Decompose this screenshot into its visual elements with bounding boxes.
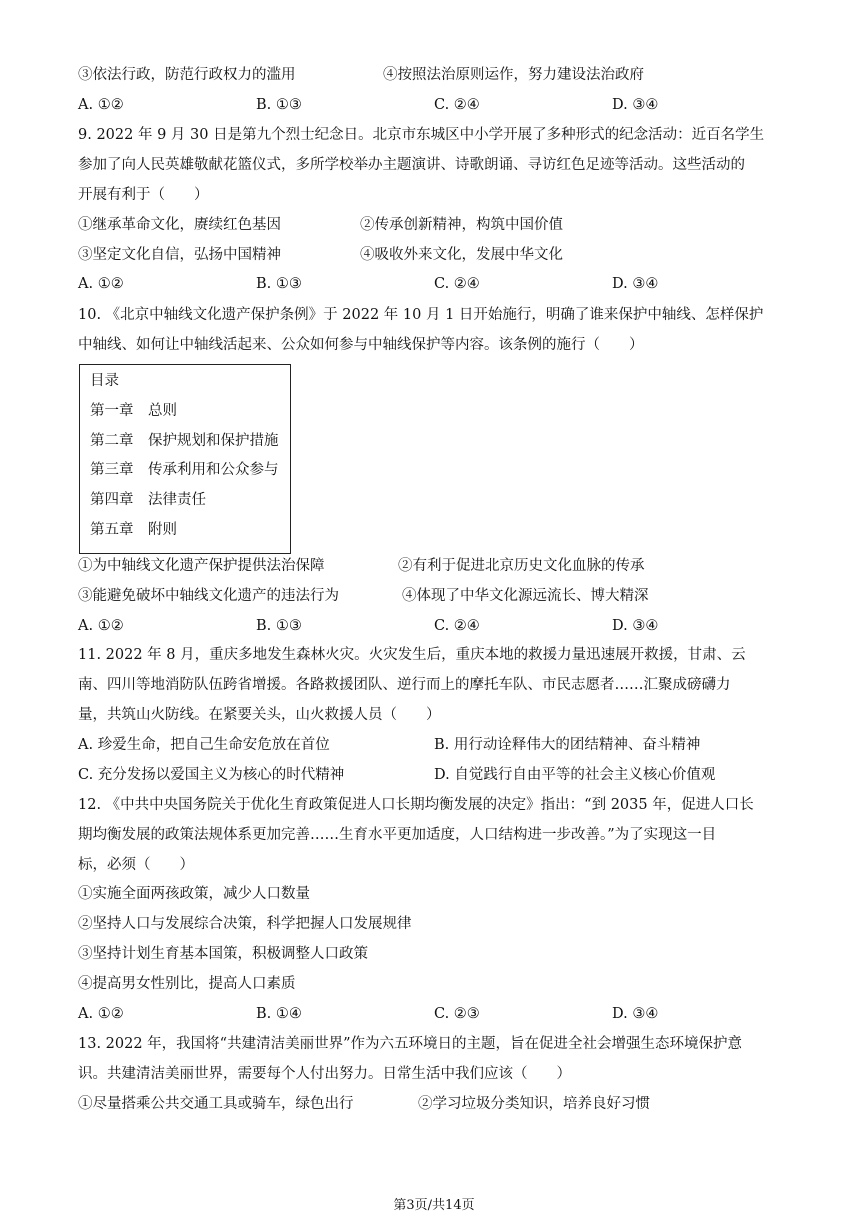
q9-stem-line-1: 9. 2022 年 9 月 30 日是第九个烈士纪念日。北京市东城区中小学开展了多种形式的纪念活动：近百名学生: [78, 127, 765, 143]
q10-options: [78, 615, 778, 637]
q10-stem-line-1: 10. 《北京中轴线文化遗产保护条例》于 2022 年 10 月 1 日开始施行，明确了谁来保护中轴线、怎样保护: [78, 307, 764, 323]
q12-option-a: A. ①②: [78, 1006, 124, 1022]
q8-stmt-3: ③依法行政，防范行政权力的滥用: [78, 67, 296, 83]
q12-option-b: B. ①④: [256, 1006, 302, 1022]
toc-chapter-5: 第五章 附则: [90, 522, 177, 538]
q8-option-b: B. ①③: [256, 97, 302, 113]
toc-title: 目录: [90, 373, 119, 389]
q11-option-c: C. 充分发扬以爱国主义为核心的时代精神: [78, 767, 345, 783]
q10-stmt-4: ④体现了中华文化源远流长、博大精深: [402, 588, 649, 604]
q9-stmt-4: ④吸收外来文化，发展中华文化: [360, 247, 563, 263]
q12-stmt-4: ④提高男女性别比，提高人口素质: [78, 976, 296, 992]
q11-stem-line-1: 11. 2022 年 8 月，重庆多地发生森林火灾。火灾发生后，重庆本地的救援力量迅速展开救援，甘肃、云: [78, 647, 746, 663]
q11-option-a: A. 珍爱生命，把自己生命安危放在首位: [78, 737, 330, 753]
q11-stem-line-2: 南、四川等地消防队伍跨省增援。各路救援团队、逆行而上的摩托车队、市民志愿者……汇聚成磅礴力: [78, 677, 731, 693]
q9-options: [78, 273, 778, 295]
q9-stem-line-3: 开展有利于（ ）: [78, 187, 209, 203]
q12-options: [78, 1003, 778, 1025]
q9-stmt-3: ③坚定文化自信，弘扬中国精神: [78, 247, 281, 263]
q10-stmt-1: ①为中轴线文化遗产保护提供法治保障: [78, 558, 325, 574]
toc-chapter-4: 第四章 法律责任: [90, 492, 206, 508]
q12-stem-line-2: 期均衡发展的政策法规体系更加完善……生育水平更加适度，人口结构进一步改善。”为了实现这一目: [78, 827, 717, 843]
q11-option-b: B. 用行动诠释伟大的团结精神、奋斗精神: [434, 737, 701, 753]
q10-stmt-2: ②有利于促进北京历史文化血脉的传承: [398, 558, 645, 574]
q9-stem-line-2: 参加了向人民英雄敬献花篮仪式，多所学校举办主题演讲、诗歌朗诵、寻访红色足迹等活动。这些活动的: [78, 157, 745, 173]
q8-statements: [78, 64, 778, 86]
q8-option-d: D. ③④: [612, 97, 659, 113]
q12-option-d: D. ③④: [612, 1006, 659, 1022]
q11-stem-line-3: 量，共筑山火防线。在紧要关头，山火救援人员（ ）: [78, 707, 441, 723]
q11-options-row-2: [78, 764, 778, 786]
q12-stem-line-3: 标，必须（ ）: [78, 857, 194, 873]
q10-toc-box: [79, 364, 291, 554]
q10-option-c: C. ②④: [434, 618, 480, 634]
toc-chapter-3: 第三章 传承利用和公众参与: [90, 462, 279, 478]
toc-chapter-1: 第一章 总则: [90, 403, 177, 419]
q10-option-b: B. ①③: [256, 618, 302, 634]
q9-stmt-1: ①继承革命文化，赓续红色基因: [78, 217, 281, 233]
q8-stmt-4: ④按照法治原则运作，努力建设法治政府: [383, 67, 644, 83]
q13-stem-line-2: 识。共建清洁美丽世界，需要每个人付出努力。日常生活中我们应该（ ）: [78, 1066, 571, 1082]
q12-stmt-3: ③坚持计划生育基本国策，积极调整人口政策: [78, 946, 368, 962]
q8-option-a: A. ①②: [78, 97, 124, 113]
q9-option-a: A. ①②: [78, 276, 124, 292]
page-number-footer: 第3页/共14页: [393, 1198, 475, 1213]
q9-stmt-2: ②传承创新精神，构筑中国价值: [360, 217, 563, 233]
q12-stmt-1: ①实施全面两孩政策，减少人口数量: [78, 886, 310, 902]
q9-option-c: C. ②④: [434, 276, 480, 292]
q12-option-c: C. ②③: [434, 1006, 480, 1022]
q12-stmt-2: ②坚持人口与发展综合决策，科学把握人口发展规律: [78, 916, 412, 932]
q10-option-d: D. ③④: [612, 618, 659, 634]
q10-statements-row-1: [78, 555, 778, 577]
q11-option-d: D. 自觉践行自由平等的社会主义核心价值观: [434, 767, 716, 783]
q8-option-c: C. ②④: [434, 97, 480, 113]
q12-stem-line-1: 12. 《中共中央国务院关于优化生育政策促进人口长期均衡发展的决定》指出：“到 2035 年，促进人口长: [78, 797, 754, 813]
q10-stmt-3: ③能避免破坏中轴线文化遗产的违法行为: [78, 588, 339, 604]
q10-statements-row-2: [78, 585, 778, 607]
q9-option-b: B. ①③: [256, 276, 302, 292]
q10-option-a: A. ①②: [78, 618, 124, 634]
q13-stmt-2: ②学习垃圾分类知识，培养良好习惯: [418, 1096, 650, 1112]
q11-options-row-1: [78, 734, 778, 756]
q9-option-d: D. ③④: [612, 276, 659, 292]
q10-stem-line-2: 中轴线、如何让中轴线活起来、公众如何参与中轴线保护等内容。该条例的施行（ ）: [78, 337, 644, 353]
q13-statements-row-1: [78, 1093, 778, 1115]
q9-statements-row-2: [78, 244, 778, 266]
q13-stem-line-1: 13. 2022 年，我国将“共建清洁美丽世界”作为六五环境日的主题，旨在促进全社会增强生态环境保护意: [78, 1036, 743, 1052]
q13-stmt-1: ①尽量搭乘公共交通工具或骑车，绿色出行: [78, 1096, 354, 1112]
q8-options: [78, 94, 778, 116]
toc-chapter-2: 第二章 保护规划和保护措施: [90, 433, 279, 449]
q9-statements-row-1: [78, 214, 778, 236]
